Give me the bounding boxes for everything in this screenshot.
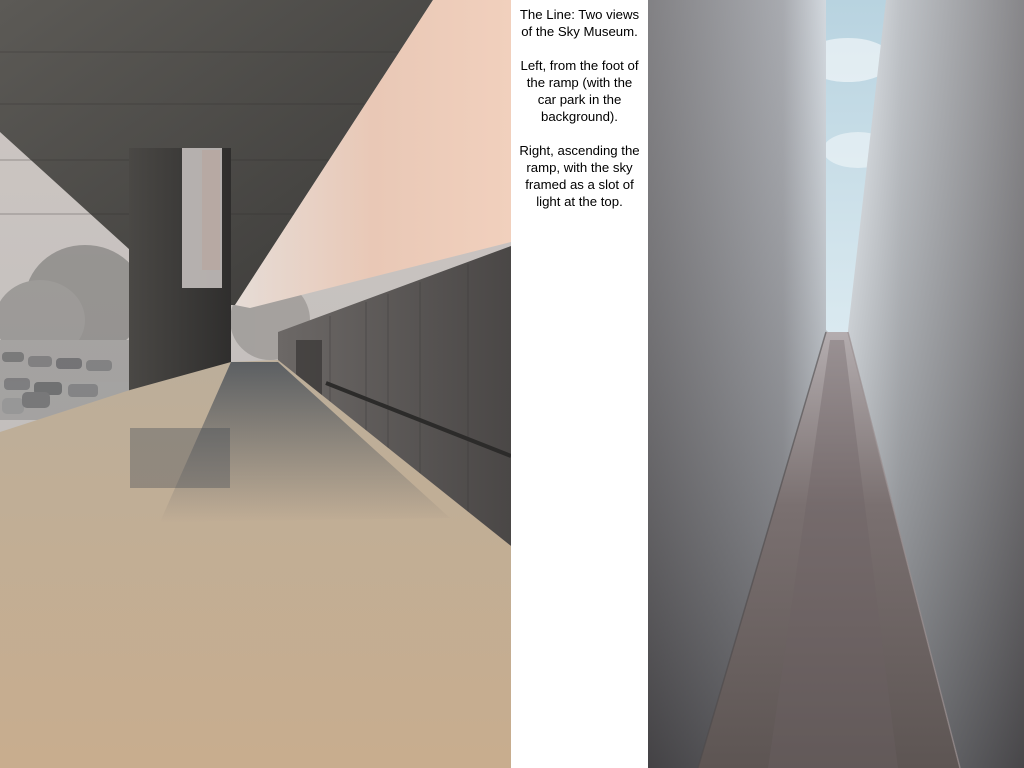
caption-column [511,0,648,768]
caption-left-description: Left, from the foot of the ramp (with the car park in the background). [520,58,639,124]
caption-text [511,0,648,210]
left-render-image [0,0,511,768]
caption-title: The Line: Two views of the Sky Museum. [519,7,640,39]
caption-right-description: Right, ascending the ramp, with the sky framed as a slot of light at the top. [519,143,640,209]
right-render-image [648,0,1024,768]
